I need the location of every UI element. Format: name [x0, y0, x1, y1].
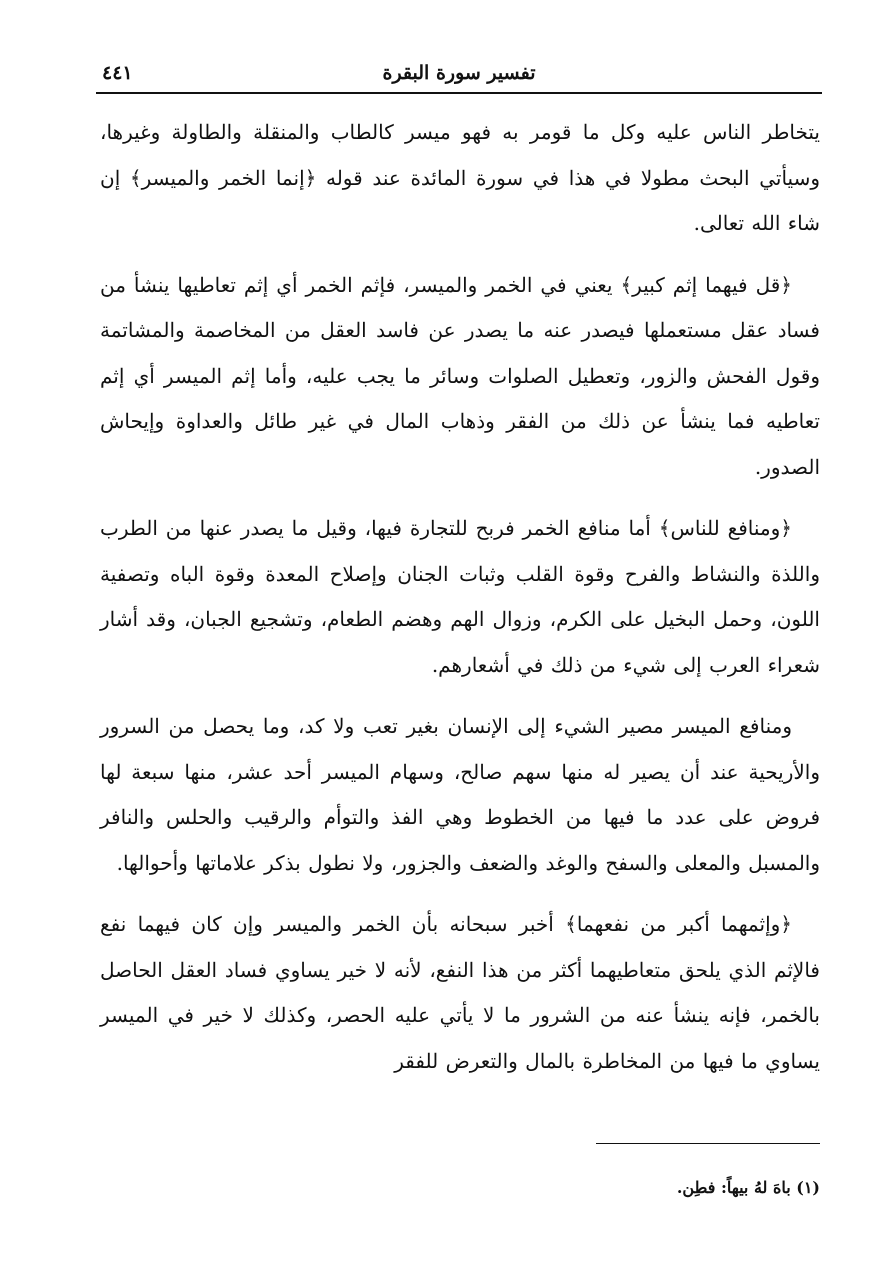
page-header: [96, 58, 822, 92]
paragraph: يتخاطر الناس عليه وكل ما قومر به فهو ميسر كالطاب والمنقلة والطاولة وغيرها، وسيأتي البحث مطولا في هذا في سورة المائدة عند قوله ﴿إنما الخمر والميسر﴾ إن شاء الله تعالى.: [100, 120, 820, 235]
paragraph: ﴿وإثمهما أكبر من نفعهما﴾ أخبر سبحانه بأن الخمر والميسر وإن كان فيهما نفع فالإثم الذي يلحق متعاطيهما أكثر من هذا النفع، لأنه لا خير يساوي فساد العقل الحاصل بالخمر، فإنه ينشأ عنه من الشرور ما لا يأتي عليه الحصر، وكذلك لا خير في الميسر يساوي ما فيها من المخاطرة بالمال والتعرض للفقر: [100, 912, 820, 1073]
paragraph: ومنافع الميسر مصير الشيء إلى الإنسان بغير تعب ولا كد، وما يحصل من السرور والأريحية عند أن يصير له منها سهم صالح، وسهام الميسر أحد عشر، منها سبعة لها فروض على عدد ما فيها من الخطوط وهي الفذ والتوأم والرقيب والحلس والنافر والمسبل والمعلى والسفح والوغد والضعف والجزور، ولا نطول بذكر علاماتها وأحوالها.: [100, 714, 820, 875]
header-divider: [96, 92, 822, 94]
paragraph: ﴿قل فيهما إثم كبير﴾ يعني في الخمر والميسر، فإثم الخمر أي إثم تعاطيها ينشأ من فساد عقل مستعملها فيصدر عنه ما يصدر عن فاسد العقل من المخاصمة والمشاتمة وقول الفحش والزور، وتعطيل الصلوات وسائر ما يجب عليه، وأما إثم الميسر أي إثم تعاطيه فما ينشأ عن ذلك من الفقر وذهاب المال في غير طائل والعداوة وإيحاش الصدور.: [100, 272, 820, 479]
paragraph: ﴿ومنافع للناس﴾ أما منافع الخمر فربح للتجارة فيها، وقيل ما يصدر عنها من الطرب واللذة والنشاط والفرح وقوة القلب وثبات الجنان وإصلاح المعدة وقوة الباه وتصفية اللون، وحمل البخيل على الكرم، وزوال الهم وهضم الطعام، وتشجيع الجبان، وقد أشار شعراء العرب إلى شيء من ذلك في أشعارهم.: [100, 516, 820, 677]
footnote-divider: [596, 1143, 820, 1144]
page-number: ٤٤١: [102, 62, 133, 84]
body-text: [100, 110, 820, 1100]
footnote: (١) باهَ لهُ بيهاً: فطِن.: [676, 1178, 820, 1197]
running-title: تفسير سورة البقرة: [382, 62, 536, 84]
